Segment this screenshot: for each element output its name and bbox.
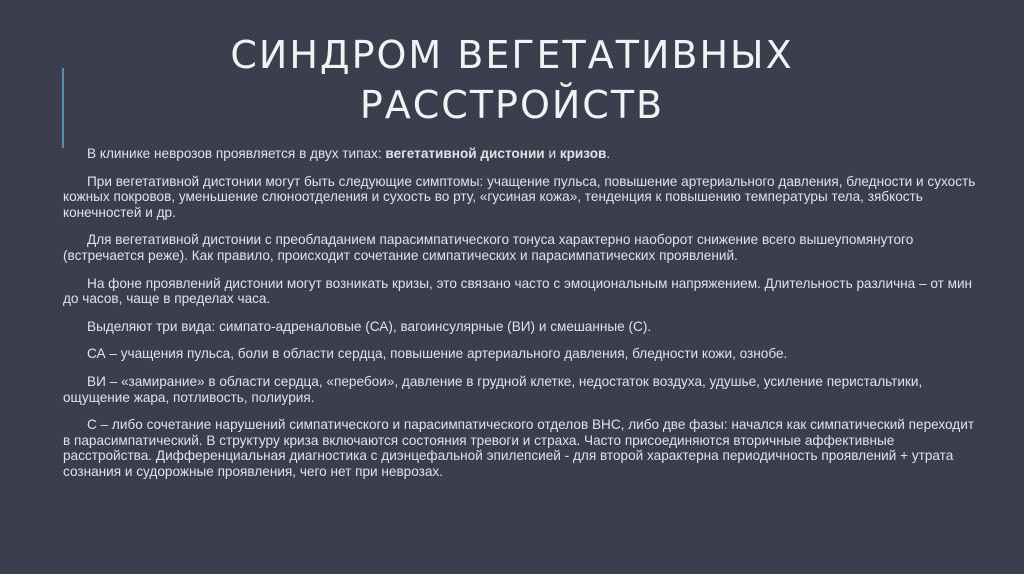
- paragraph-dystonia-symptoms: При вегетативной дистонии могут быть следующие симптомы: учащение пульса, повышение артериального давления, бледности и сухость кожных покровов, уменьшение слюноотделения и сухость во рту, «гусиная кожа», тенденция к повышению температуры тела, зябкость конечностей и др.: [63, 173, 976, 220]
- title-accent-bar: [62, 68, 64, 148]
- paragraph-intro-conj: и: [544, 146, 560, 161]
- slide-title-line-1: СИНДРОМ ВЕГЕТАТИВНЫХ: [230, 33, 794, 77]
- slide-body: [63, 146, 983, 492]
- slide-title: [120, 30, 904, 130]
- paragraph-crises: На фоне проявлений дистонии могут возникать кризы, это связано часто с эмоциональным напряжением. Длительность различна – от мин до часов, чаще в пределах часа.: [63, 275, 973, 307]
- paragraph-sa-crisis: СА – учащения пульса, боли в области сердца, повышение артериального давления, бледности кожи, ознобе.: [87, 346, 788, 362]
- paragraph-vi-crisis: ВИ – «замирание» в области сердца, «перебои», давление в грудной клетке, недостаток воздуха, удушье, усиление перистальтики, ощущение жара, потливость, полиурия.: [63, 373, 923, 405]
- term-crises: кризов: [559, 146, 607, 161]
- paragraph-crisis-types: Выделяют три вида: симпато-адреналовые (СА), вагоинсулярные (ВИ) и смешанные (С).: [87, 318, 652, 334]
- term-vegetative-dystonia: вегетативной дистонии: [385, 146, 545, 161]
- paragraph-mixed-crisis: С – либо сочетание нарушений симпатического и парасимпатического отделов ВНС, либо две фазы: начался как симпатический переходит в парасимпатический. В структуру криза включаются состояния тревоги и страха. Часто присоединяются вторичные аффективные расстройства. Дифференциальная диагностика с диэнцефальной эпилепсией - для второй характерна периодичность проявлений + утрата сознания и судорожные проявления, чего нет при неврозах.: [63, 417, 975, 479]
- paragraph-intro: [63, 146, 983, 162]
- slide-title-line-2: РАССТРОЙСТВ: [359, 83, 665, 127]
- paragraph-intro-text: В клинике неврозов проявляется в двух типах:: [87, 146, 386, 161]
- paragraph-parasympathetic: Для вегетативной дистонии с преобладанием парасимпатического тонуса характерно наоборот снижение всего вышеупомянутого (встречается реже). Как правило, происходит сочетание симпатических и парасимпатических проявлений.: [63, 232, 914, 263]
- paragraph-intro-end: .: [606, 146, 611, 161]
